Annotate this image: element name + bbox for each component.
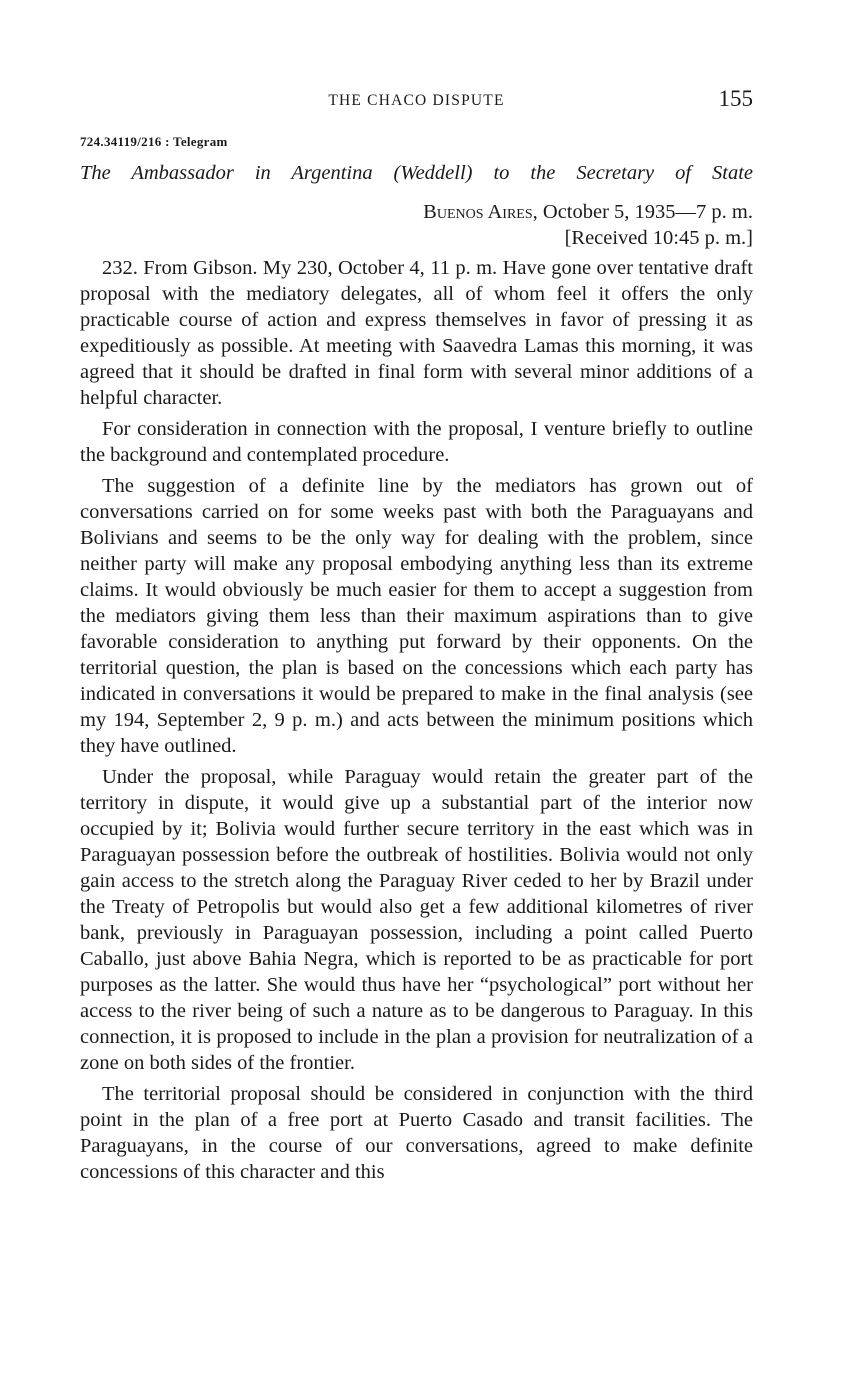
paragraph: For consideration in connection with the proposal, I venture briefly to outline the background and contemplated procedure. bbox=[80, 418, 753, 466]
paragraph: The suggestion of a definite line by the mediators has grown out of conversations carried on for some weeks past with both the Paraguayans and Bolivians and seems to be the only way for dealing with the problem, since neither party will make any proposal embodying anything less than its extreme claims. It would obviously be much easier for them to accept a suggestion from the mediators giving them less than their maximum aspirations than to give favorable consideration to anything put forward by their opponents. On the territorial question, the plan is based on the concessions which each party has indicated in conversations it would be prepared to make in the final analysis (see my 194, September 2, 9 p. m.) and acts between the minimum positions which they have outlined. bbox=[80, 475, 753, 757]
paragraph: The territorial proposal should be considered in conjunction with the third point in the plan of a free port at Puerto Casado and transit facilities. The Paraguayans, in the course of our conversations, agreed to make definite concessions of this character and this bbox=[80, 1083, 753, 1183]
dateline-place: Buenos Aires bbox=[423, 201, 533, 223]
dateline-date-time: , October 5, 1935—7 p. m. bbox=[532, 201, 753, 223]
dateline-place-date bbox=[80, 199, 753, 225]
received-note: [Received 10:45 p. m.] bbox=[564, 227, 753, 249]
running-head bbox=[80, 86, 753, 116]
document-page bbox=[80, 86, 753, 1190]
page-number: 155 bbox=[718, 86, 753, 111]
running-title: THE CHACO DISPUTE bbox=[328, 92, 505, 109]
file-number: 724.34119/216 : Telegram bbox=[80, 134, 228, 149]
body-text bbox=[80, 255, 753, 1185]
dateline bbox=[80, 199, 753, 251]
paragraph: 232. From Gibson. My 230, October 4, 11 p. m. Have gone over tentative draft proposal with the mediatory delegates, all of whom feel it offers the only practicable course of action and express themselves in favor of pressing it as expeditiously as possible. At meeting with Saavedra Lamas this morning, it was agreed that it should be drafted in final form with several minor additions of a helpful character. bbox=[80, 257, 753, 409]
paragraph: Under the proposal, while Paraguay would retain the greater part of the territory in dispute, it would give up a substantial part of the interior now occupied by it; Bolivia would further secure territory in the east which was in Paraguayan possession before the outbreak of hostilities. Bolivia would not only gain access to the stretch along the Paraguay River ceded to her by Brazil under the Treaty of Petropolis but would also get a few additional kilometres of river bank, previously in Paraguayan possession, including a point called Puerto Caballo, just above Bahia Negra, which is reported to be as practicable for port purposes as the latter. She would thus have her “psychological” port without her access to the river being of such a nature as to be dangerous to Paraguay. In this connection, it is proposed to include in the plan a provision for neutralization of a zone on both sides of the frontier. bbox=[80, 766, 753, 1074]
document-heading: The Ambassador in Argentina (Weddell) to the Secretary of State bbox=[80, 162, 753, 184]
